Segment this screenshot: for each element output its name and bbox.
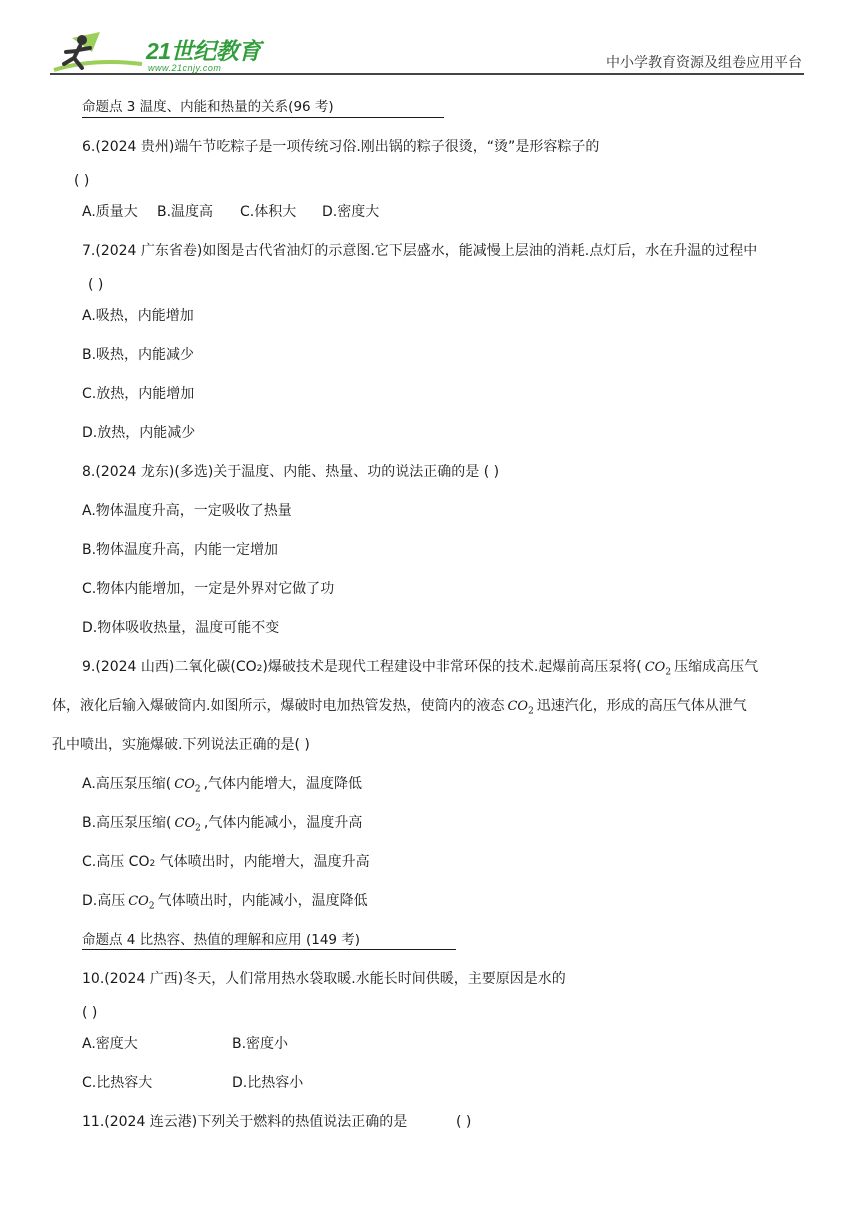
option-9a: A.高压泵压缩( $CO_2$ ,气体内能增大，温度降低 (82, 776, 363, 795)
question-8-stem: 8.(2024 龙东)(多选)关于温度、内能、热量、功的说法正确的是 ( ) (82, 464, 500, 480)
question-6-stem: 6.(2024 贵州)端午节吃粽子是一项传统习俗.刚出锅的粽子很烫，“烫”是形容粽子的 (82, 139, 600, 155)
runner-logo-icon (52, 30, 144, 76)
section-title-4: 命题点 4 比热容、热值的理解和应用 (149 考) (82, 932, 361, 948)
co2-formula: $CO_2$ (128, 894, 155, 912)
option-9c: C.高压 CO2 气体喷出时，内能增大，温度升高 (82, 854, 370, 870)
option-10a: A.密度大 (82, 1036, 138, 1052)
q9-line2-b: 迅速汽化，形成的高压气体从泄气 (536, 698, 747, 714)
question-9-line-3: 孔中喷出，实施爆破.下列说法正确的是( ) (52, 737, 310, 753)
question-11-bracket: ( ) (456, 1114, 472, 1130)
section-underline (82, 949, 456, 950)
option-6b: B.温度高 (157, 204, 214, 220)
option-8b: B.物体温度升高，内能一定增加 (82, 542, 279, 558)
question-7-stem: 7.(2024 广东省卷)如图是古代省油灯的示意图.它下层盛水，能减慢上层油的消耗.点灯后，水在升温的过程中 (82, 243, 758, 259)
question-6-bracket: ( ) (74, 173, 90, 189)
question-10-stem: 10.(2024 广西)冬天，人们常用热水袋取暖.水能长时间供暖，主要原因是水的 (82, 971, 566, 987)
question-10-bracket: ( ) (82, 1005, 98, 1021)
option-6d: D.密度大 (322, 204, 380, 220)
option-7b: B.吸热，内能减少 (82, 347, 195, 363)
q9-stem-c: 压缩成高压气 (674, 659, 759, 675)
option-8a: A.物体温度升高，一定吸收了热量 (82, 503, 292, 519)
option-8c: C.物体内能增加，一定是外界对它做了功 (82, 581, 335, 597)
co2-formula: $CO_2$ (644, 660, 672, 678)
co2-formula: $CO_2$ (174, 816, 201, 834)
option-9b: B.高压泵压缩( $CO_2$ ,气体内能减小，温度升高 (82, 815, 363, 834)
option-7c: C.放热，内能增加 (82, 386, 195, 402)
option-6c: C.体积大 (240, 204, 297, 220)
option-9d: D.高压 $CO_2$ 气体喷出时，内能减小，温度降低 (82, 893, 368, 912)
section-title-3: 命题点 3 温度、内能和热量的关系(96 考) (82, 99, 334, 115)
option-7d: D.放热，内能减少 (82, 425, 196, 441)
logo-text: 21世纪教育 (146, 38, 261, 64)
co2-formula: $CO_2$ (174, 777, 201, 795)
q9-stem-b: )爆破技术是现代工程建设中非常环保的技术.起爆前高压泵将( (262, 659, 642, 675)
page-header (0, 0, 860, 80)
question-9-line-1 (82, 657, 758, 683)
option-7a: A.吸热，内能增加 (82, 308, 194, 324)
question-7-bracket: ( ) (88, 277, 104, 293)
option-10c: C.比热容大 (82, 1075, 153, 1091)
section-underline (82, 117, 444, 118)
q9-sub: 2 (256, 664, 263, 674)
header-divider (50, 73, 804, 75)
option-10b: B.密度小 (232, 1036, 289, 1052)
question-9-line-2 (52, 696, 747, 722)
q9-line2-a: 体，液化后输入爆破筒内.如图所示，爆破时电加热管发热，使筒内的液态 (52, 698, 505, 714)
logo-url: www.21cnjy.com (148, 63, 222, 73)
site-logo[interactable] (50, 30, 261, 78)
q9-stem-a: 9.(2024 山西)二氧化碳(CO (82, 659, 257, 675)
option-6a: A.质量大 (82, 204, 138, 220)
question-11-stem: 11.(2024 连云港)下列关于燃料的热值说法正确的是 (82, 1114, 408, 1130)
co2-formula: $CO_2$ (507, 699, 534, 717)
platform-name: 中小学教育资源及组卷应用平台 (606, 55, 802, 71)
option-8d: D.物体吸收热量，温度可能不变 (82, 620, 280, 636)
option-10d: D.比热容小 (232, 1075, 304, 1091)
